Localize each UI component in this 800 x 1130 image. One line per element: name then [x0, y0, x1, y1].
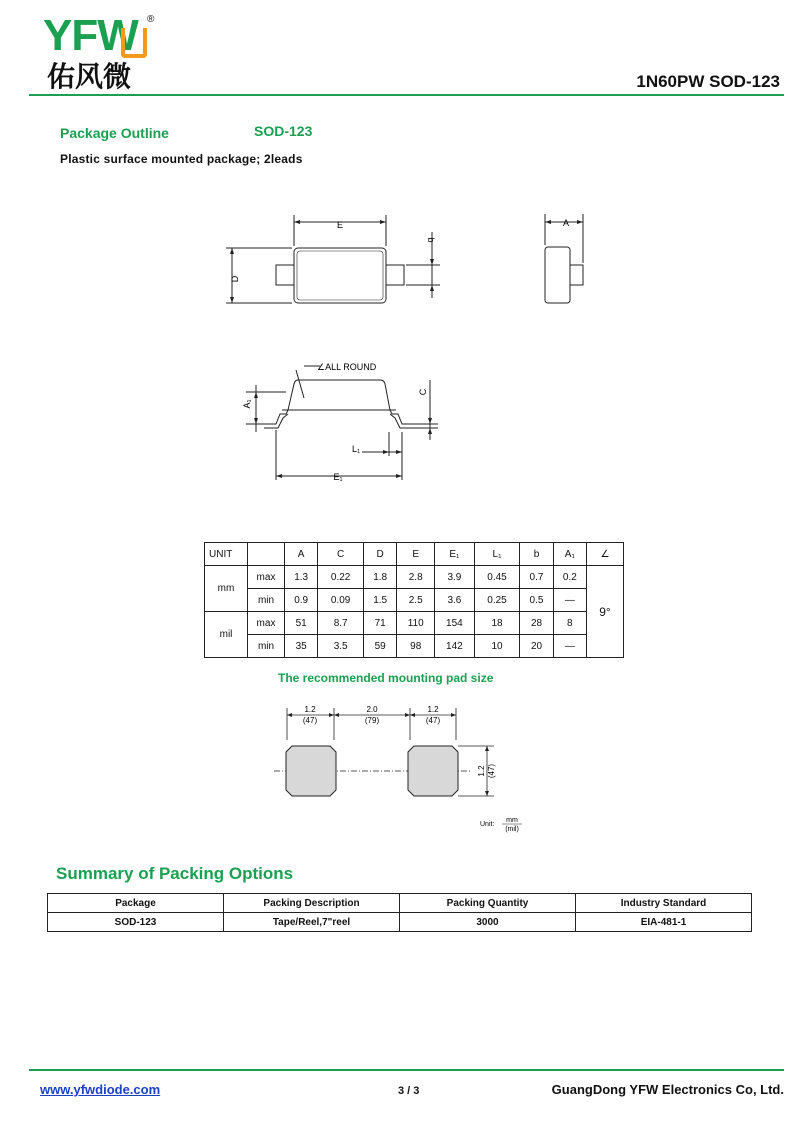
footer-divider [29, 1069, 784, 1071]
registered-mark: ® [147, 14, 155, 25]
label-A: A [562, 218, 570, 228]
unit-cell: mil [205, 612, 248, 658]
value-cell: 0.22 [318, 566, 364, 589]
table-row [205, 635, 624, 658]
value-cell: 98 [397, 635, 435, 658]
header-cell: D [364, 543, 397, 566]
value-cell: 0.5 [520, 589, 553, 612]
table-header-row [48, 894, 752, 913]
lead-right [386, 265, 404, 285]
unit-label: Unit: [480, 821, 495, 828]
value-cell: 8 [553, 612, 586, 635]
pad-title: The recommended mounting pad size [278, 671, 494, 685]
angle-cell: 9° [587, 566, 624, 658]
value-cell: 142 [435, 635, 475, 658]
header-cell: A [285, 543, 318, 566]
header-cell: UNIT [205, 543, 248, 566]
value-cell: 0.2 [553, 566, 586, 589]
value-cell: Tape/Reel,7"reel [224, 913, 400, 932]
value-cell: 0.45 [474, 566, 520, 589]
value-cell: 1.3 [285, 566, 318, 589]
row-label: max [248, 612, 285, 635]
value-cell: 51 [285, 612, 318, 635]
header-divider [29, 94, 784, 96]
pad-right [408, 746, 458, 796]
header-cell: ∠ [587, 543, 624, 566]
mounting-pad-drawing [0, 700, 800, 840]
header-cell: b [520, 543, 553, 566]
value-cell: 0.09 [318, 589, 364, 612]
label-L1: L₁ [351, 444, 361, 454]
lead-left [276, 265, 294, 285]
packing-title: Summary of Packing Options [56, 864, 294, 883]
body-side-view [545, 247, 570, 303]
value-cell: 2.5 [397, 589, 435, 612]
header-cell: Industry Standard [576, 894, 752, 913]
logo-orange-mark [121, 28, 147, 58]
value-cell: 154 [435, 612, 475, 635]
header-cell: A₁ [553, 543, 586, 566]
label-A1: A₁ [242, 399, 252, 409]
value-cell: 3000 [400, 913, 576, 932]
value-cell: 20 [520, 635, 553, 658]
packing-table [47, 893, 752, 932]
value-cell: 8.7 [318, 612, 364, 635]
value-cell: 1.8 [364, 566, 397, 589]
unit-mm: mm [506, 817, 518, 824]
pad-dim2: 2.0 [366, 705, 378, 714]
unit-mil: (mil) [505, 826, 519, 833]
value-cell: — [553, 589, 586, 612]
value-cell: SOD-123 [48, 913, 224, 932]
table-row [48, 913, 752, 932]
header-cell: Packing Quantity [400, 894, 576, 913]
header-cell: Package [48, 894, 224, 913]
logo-chinese: 佑风微 [47, 60, 132, 93]
value-cell: 1.5 [364, 589, 397, 612]
value-cell: 18 [474, 612, 520, 635]
table-row [205, 589, 624, 612]
header-cell: E [397, 543, 435, 566]
pad-left [286, 746, 336, 796]
value-cell: — [553, 635, 586, 658]
value-cell: 3.9 [435, 566, 475, 589]
pad-dim1: 1.2 [304, 705, 316, 714]
value-cell: 35 [285, 635, 318, 658]
body-top-view [294, 248, 386, 303]
outline-title: Package Outline [60, 125, 169, 141]
label-b: b [426, 237, 436, 243]
table-row [205, 566, 624, 589]
value-cell: 0.7 [520, 566, 553, 589]
package-outline-drawing [0, 200, 800, 500]
value-cell: 28 [520, 612, 553, 635]
header-cell: C [318, 543, 364, 566]
logo-text: YFW [43, 11, 138, 60]
value-cell: 59 [364, 635, 397, 658]
row-label: min [248, 635, 285, 658]
pad-dim4-mil: (47) [487, 763, 496, 779]
row-label: min [248, 589, 285, 612]
header-cell [248, 543, 285, 566]
value-cell: 0.9 [285, 589, 318, 612]
value-cell: 2.8 [397, 566, 435, 589]
unit-cell: mm [205, 566, 248, 612]
outline-package: SOD-123 [254, 123, 313, 139]
table-row [205, 612, 624, 635]
value-cell: 3.6 [435, 589, 475, 612]
value-cell: 0.25 [474, 589, 520, 612]
pad-dim2-mil: (79) [364, 716, 380, 725]
pad-dim4: 1.2 [477, 765, 486, 777]
header-cell: Packing Description [224, 894, 400, 913]
outline-description: Plastic surface mounted package; 2leads [60, 152, 303, 166]
header-cell: L₁ [474, 543, 520, 566]
value-cell: EIA-481-1 [576, 913, 752, 932]
header-cell: E₁ [435, 543, 475, 566]
row-label: max [248, 566, 285, 589]
part-title: 1N60PW SOD-123 [636, 72, 780, 91]
pad-dim1-mil: (47) [302, 716, 318, 725]
company-name: GuangDong YFW Electronics Co, Ltd. [551, 1082, 784, 1097]
value-cell: 110 [397, 612, 435, 635]
label-E: E [336, 220, 344, 230]
dimension-table [204, 542, 624, 658]
label-all-round: ∠ALL ROUND [317, 362, 377, 372]
table-header-row [205, 543, 624, 566]
pad-dim3-mil: (47) [425, 716, 441, 725]
page-number: 3 / 3 [398, 1085, 420, 1097]
pad-dim3: 1.2 [427, 705, 439, 714]
website-link[interactable]: www.yfwdiode.com [40, 1082, 161, 1097]
label-C: C [418, 388, 428, 396]
value-cell: 10 [474, 635, 520, 658]
value-cell: 71 [364, 612, 397, 635]
label-E1: E₁ [333, 472, 343, 482]
company-logo [43, 11, 163, 98]
label-D: D [230, 275, 240, 283]
value-cell: 3.5 [318, 635, 364, 658]
